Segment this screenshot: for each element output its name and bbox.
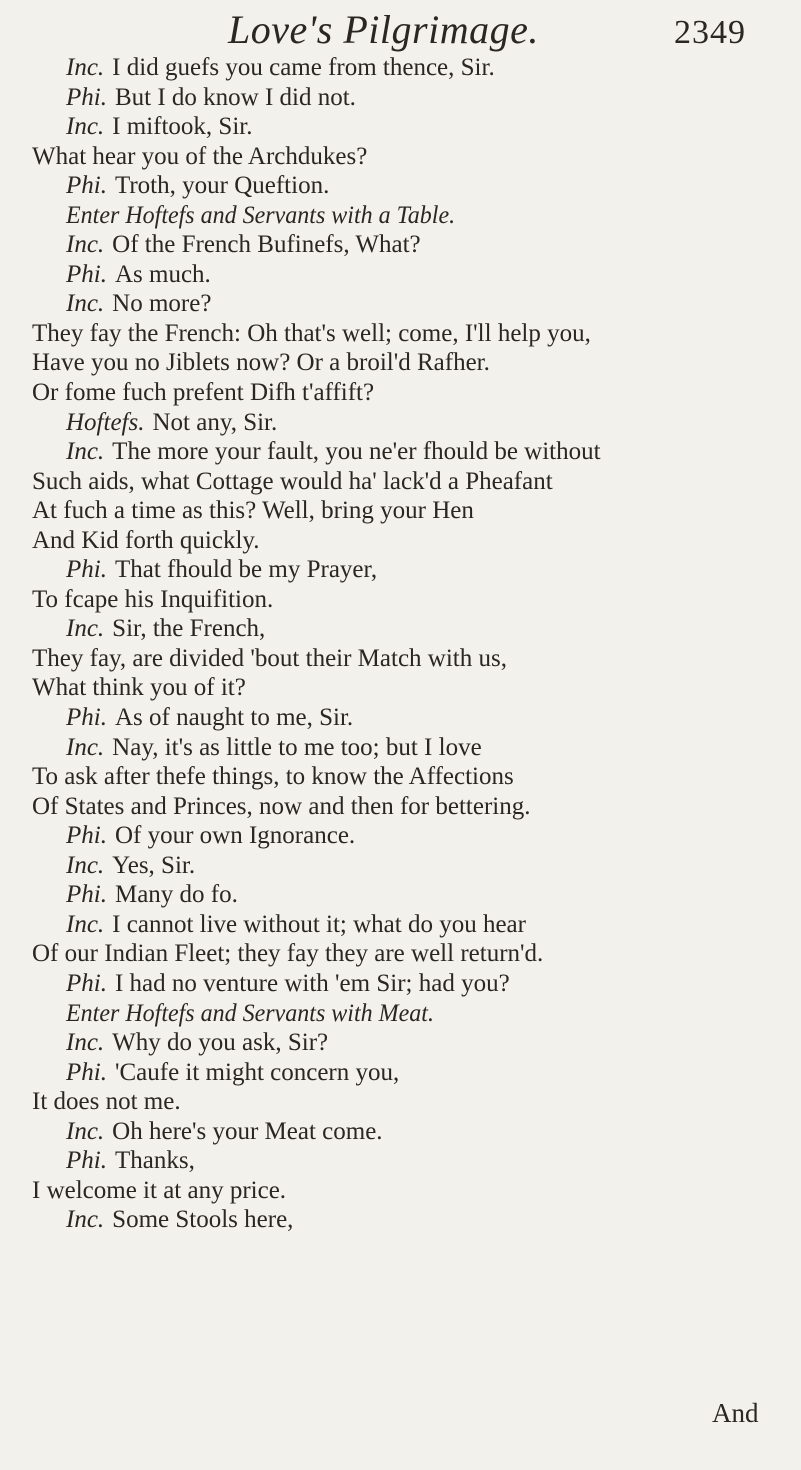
dialogue-line [32, 319, 792, 349]
dialogue-line [32, 437, 792, 467]
line-text: Troth, your Queftion. [114, 172, 330, 200]
speaker-name: Phi. [66, 556, 107, 584]
dialogue-line [32, 1028, 792, 1058]
dialogue-line [32, 467, 792, 497]
line-text: Have you no Jiblets now? Or a broil'd Rafher. [32, 349, 490, 377]
dialogue-line [32, 880, 792, 910]
line-text: And Kid forth quickly. [32, 526, 260, 554]
line-text: What think you of it? [32, 674, 246, 702]
speaker-name: Inc. [66, 290, 105, 318]
line-text: To ask after thefe things, to know the Affections [32, 763, 514, 791]
speaker-name: Inc. [66, 231, 105, 259]
line-text: I cannot live without it; what do you hear [112, 910, 526, 938]
speaker-name: Phi. [66, 172, 107, 200]
stage-direction [32, 999, 792, 1029]
line-text: I had no venture with 'em Sir; had you? [114, 969, 510, 997]
stage-direction-text: Enter Hoftefs and Servants with Meat. [66, 999, 434, 1027]
line-text: At fuch a time as this? Well, bring your Hen [32, 497, 474, 525]
dialogue-line [32, 703, 792, 733]
dialogue-line [32, 762, 792, 792]
line-text: Of States and Princes, now and then for bettering. [32, 792, 531, 820]
dialogue-line [32, 1058, 792, 1088]
dialogue-line [32, 1117, 792, 1147]
dialogue-line [32, 821, 792, 851]
dialogue-line [32, 1176, 792, 1206]
dialogue-line [32, 614, 792, 644]
dialogue-line [32, 348, 792, 378]
line-text: I miftook, Sir. [112, 113, 253, 141]
line-text: The more your fault, you ne'er fhould be without [112, 438, 601, 466]
stage-direction-text: Enter Hoftefs and Servants with a Table. [66, 201, 456, 229]
dialogue-line [32, 733, 792, 763]
dialogue-line [32, 171, 792, 201]
line-text: Many do fo. [114, 881, 238, 909]
speaker-name: Inc. [66, 733, 105, 761]
line-text: Nay, it's as little to me too; but I love [112, 733, 482, 761]
line-text: What hear you of the Archdukes? [32, 142, 368, 170]
dialogue-line [32, 289, 792, 319]
stage-direction [32, 201, 792, 231]
speaker-name: Inc. [66, 1206, 105, 1234]
speaker-name: Phi. [66, 1058, 107, 1086]
line-text: As of naught to me, Sir. [114, 704, 354, 732]
dialogue-line [32, 1146, 792, 1176]
speaker-name: Phi. [66, 260, 107, 288]
dialogue-line [32, 969, 792, 999]
speaker-name: Inc. [66, 1117, 105, 1145]
speaker-name: Phi. [66, 822, 107, 850]
line-text: Thanks, [114, 1147, 195, 1175]
dialogue-line [32, 1205, 792, 1235]
speaker-name: Hoftefs. [66, 408, 145, 436]
line-text: They fay, are divided 'bout their Match with us, [32, 644, 507, 672]
line-text: I did guefs you came from thence, Sir. [112, 54, 495, 81]
speaker-name: Inc. [66, 438, 105, 466]
dialogue-line [32, 939, 792, 969]
line-text: Of our Indian Fleet; they fay they are well return'd. [32, 940, 544, 968]
line-text: Such aids, what Cottage would ha' lack'd a Pheafant [32, 467, 553, 495]
line-text: Not any, Sir. [152, 408, 278, 436]
dialogue-line [32, 585, 792, 615]
speaker-name: Inc. [66, 615, 105, 643]
dialogue-line [32, 673, 792, 703]
line-text: I welcome it at any price. [32, 1176, 287, 1204]
speaker-name: Phi. [66, 969, 107, 997]
speaker-name: Phi. [66, 881, 107, 909]
line-text: To fcape his Inquifition. [32, 585, 274, 613]
dialogue-line [32, 496, 792, 526]
line-text: That fhould be my Prayer, [114, 556, 378, 584]
speaker-name: Inc. [66, 1029, 105, 1057]
line-text: 'Caufe it might concern you, [114, 1058, 400, 1086]
dialogue-line [32, 851, 792, 881]
line-text: Or fome fuch prefent Difh t'affift? [32, 379, 375, 407]
line-text: It does not me. [32, 1088, 181, 1116]
page-number: 2349 [674, 14, 746, 51]
speaker-name: Phi. [66, 83, 107, 111]
speaker-name: Inc. [66, 54, 105, 81]
dialogue-line [32, 230, 792, 260]
catchword: And [712, 1398, 759, 1428]
line-text: Some Stools here, [112, 1206, 294, 1234]
speaker-name: Phi. [66, 704, 107, 732]
dialogue-line [32, 910, 792, 940]
line-text: They fay the French: Oh that's well; come, I'll help you, [32, 319, 591, 347]
dialogue-line [32, 1087, 792, 1117]
play-text [32, 53, 792, 1235]
dialogue-line [32, 792, 792, 822]
speaker-name: Inc. [66, 113, 105, 141]
line-text: But I do know I did not. [114, 83, 356, 111]
line-text: Sir, the French, [112, 615, 266, 643]
dialogue-line [32, 53, 792, 83]
speaker-name: Inc. [66, 851, 105, 879]
dialogue-line [32, 142, 792, 172]
line-text: Of your own Ignorance. [114, 822, 356, 850]
line-text: As much. [114, 260, 211, 288]
dialogue-line [32, 260, 792, 290]
dialogue-line [32, 526, 792, 556]
line-text: Why do you ask, Sir? [112, 1029, 329, 1057]
dialogue-line [32, 408, 792, 438]
dialogue-line [32, 378, 792, 408]
dialogue-line [32, 555, 792, 585]
dialogue-line [32, 112, 792, 142]
line-text: Of the French Bufinefs, What? [112, 231, 421, 259]
dialogue-line [32, 644, 792, 674]
speaker-name: Phi. [66, 1147, 107, 1175]
dialogue-line [32, 83, 792, 113]
speaker-name: Inc. [66, 910, 105, 938]
line-text: No more? [112, 290, 212, 318]
running-head: Love's Pilgrimage. [228, 7, 539, 52]
line-text: Yes, Sir. [112, 851, 196, 879]
line-text: Oh here's your Meat come. [112, 1117, 383, 1145]
